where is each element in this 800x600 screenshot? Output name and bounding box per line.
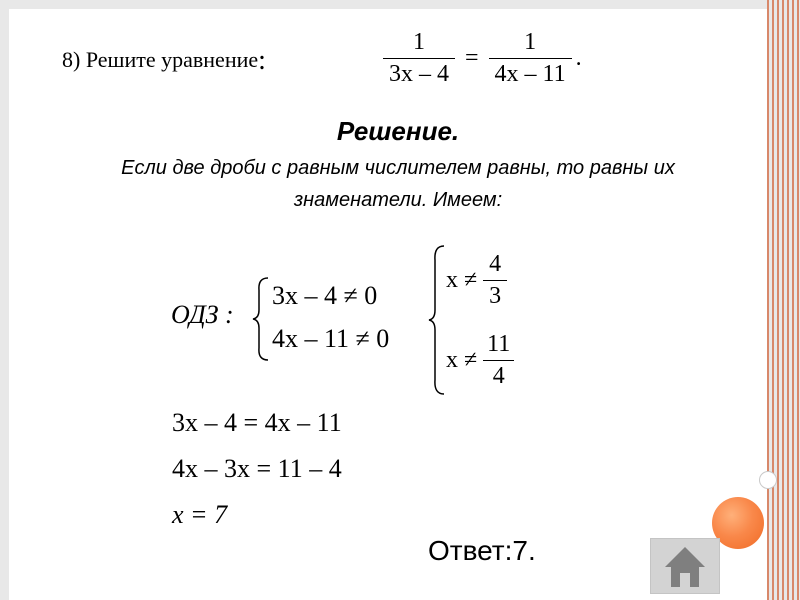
odz-result-2: x ≠ $\frac{11}{4}$ [446, 324, 514, 396]
answer: Ответ:7. [428, 535, 536, 566]
odz-condition-1: 3x – 4 ≠ 0 [272, 281, 378, 310]
decor-stripe [797, 0, 799, 600]
decor-stripe [782, 0, 784, 600]
decor-stripe [787, 0, 789, 600]
odz-condition-2: 4x – 11 ≠ 0 [272, 324, 390, 353]
solution-text-line1: Если две дроби с равным числителем равны, то равны их [121, 157, 675, 179]
solution-heading: Решение. [336, 116, 460, 146]
decor-stripe [792, 0, 794, 600]
problem-label: 8) Решите уравнение: [62, 45, 266, 76]
odz-brace-left [252, 276, 270, 362]
step-3: x = 7 [172, 500, 228, 529]
problem-equation: $\frac{1}{3x - 4}$ = $\frac{1}{4x - 11}$ . [383, 18, 582, 98]
odz-label: ОДЗ : [171, 300, 234, 329]
home-button[interactable] [650, 538, 720, 594]
home-icon [651, 539, 719, 593]
odz-result-1: x ≠ $\frac{4}{3}$ [446, 244, 507, 316]
rhs-fraction: $\frac{1}{4x - 11}$ [489, 29, 572, 88]
lhs-fraction: $\frac{1}{3x - 4}$ [383, 29, 455, 88]
decor-circle-small [759, 471, 777, 489]
decor-stripe [767, 0, 769, 600]
odz-brace-right [428, 244, 446, 396]
solution-text-line2: знаменатели. Имеем: [293, 189, 503, 211]
decor-stripe [772, 0, 774, 600]
decor-stripe [777, 0, 779, 600]
step-1: 3x – 4 = 4x – 11 [172, 408, 342, 437]
step-2: 4x – 3x = 11 – 4 [172, 454, 342, 483]
